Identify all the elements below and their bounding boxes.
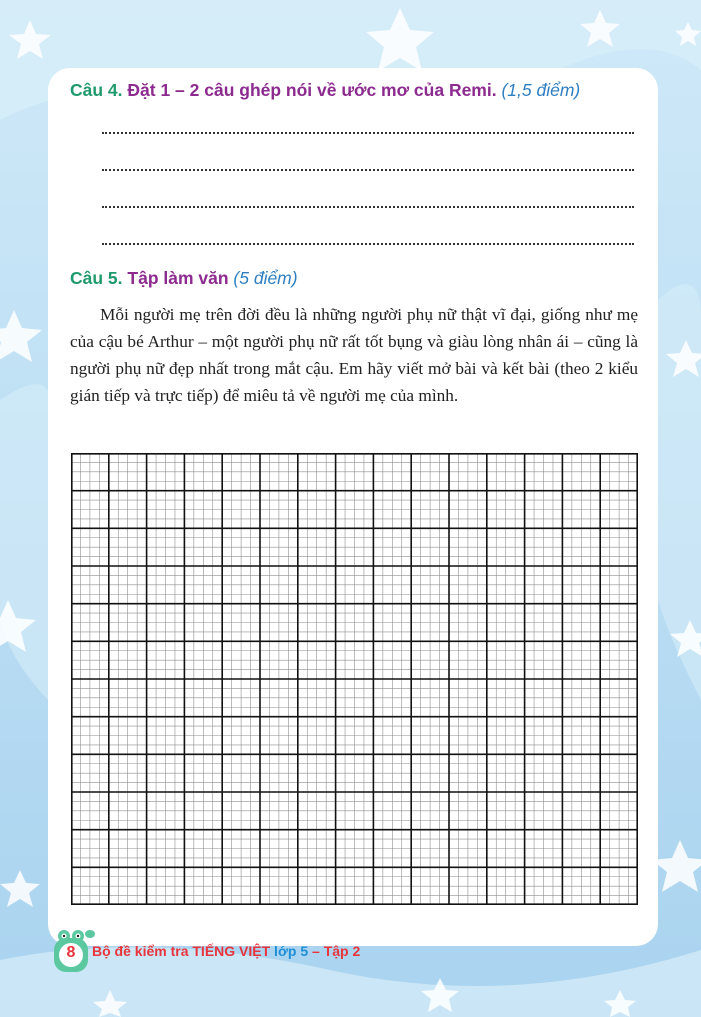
question-4-label: Câu 4. bbox=[70, 80, 123, 100]
question-5 bbox=[70, 268, 298, 289]
question-5-text: Tập làm văn bbox=[122, 268, 229, 288]
question-5-points: (5 điểm) bbox=[228, 268, 298, 288]
answer-line[interactable] bbox=[102, 243, 634, 245]
answer-line[interactable] bbox=[102, 169, 634, 171]
answer-line[interactable] bbox=[102, 206, 634, 208]
question-4-text: Đặt 1 – 2 câu ghép nói về ước mơ của Remi. bbox=[122, 80, 497, 100]
footer-subject: TIẾNG VIỆT bbox=[192, 943, 271, 959]
footer-title: Bộ đề kiểm tra TIẾNG VIỆT lớp 5 – Tập 2 bbox=[92, 943, 361, 959]
page-number: 8 bbox=[66, 944, 76, 961]
answer-line[interactable] bbox=[102, 132, 634, 134]
footer-grade: lớp 5 bbox=[270, 943, 309, 959]
question-5-label: Câu 5. bbox=[70, 268, 123, 288]
question-4 bbox=[70, 80, 580, 101]
writing-grid[interactable] bbox=[71, 453, 638, 905]
question-4-points: (1,5 điểm) bbox=[496, 80, 581, 100]
essay-prompt: Mỗi người mẹ trên đời đều là những người phụ nữ thật vĩ đại, giống như mẹ của cậu bé Arthur – một người phụ nữ rất tốt bụng và giàu lòng nhân ái – cũng là người phụ nữ đẹp nhất trong mắt cậu. Em hãy viết mở bài và kết bài (theo 2 kiểu gián tiếp và trực tiếp) để miêu tả về người mẹ của mình. bbox=[70, 305, 638, 405]
